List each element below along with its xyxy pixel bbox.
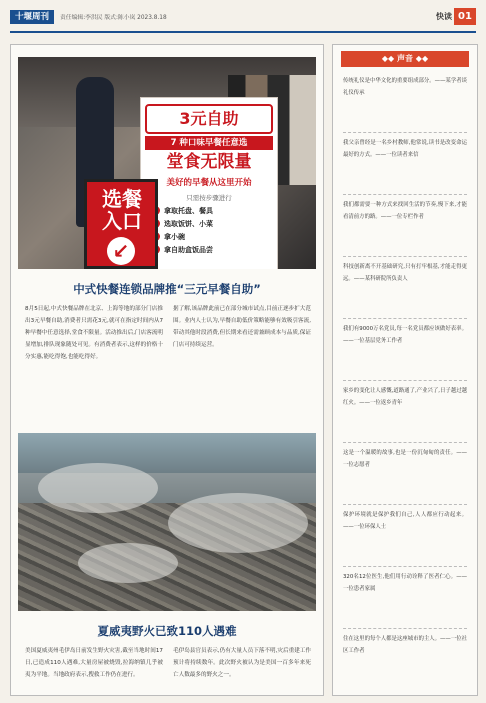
quote-item: 我们有9000万名党员,每一名党员都应该做好表率。——一位基层党务工作者	[343, 326, 467, 344]
restaurant-photo	[18, 57, 316, 269]
header-rule	[10, 31, 476, 33]
entrance-sign-text: 选餐入口	[102, 187, 142, 233]
quote-item: 传统礼仪是中华文化的重要组成部分。——某学者谈礼仪传承	[343, 78, 467, 96]
quote-divider	[343, 194, 467, 195]
promo-sign	[140, 97, 278, 269]
sign-big-text: 堂食无限量	[166, 152, 252, 172]
sign-sub-text: 7 种口味早餐任意选	[145, 136, 273, 150]
quote-item: 住在这里的每个人都是这座城市的主人。——一位社区工作者	[343, 636, 467, 654]
sign-step: 拿小碗	[151, 230, 271, 243]
smoke-cloud	[168, 493, 308, 553]
quote-divider	[343, 256, 467, 257]
article1-body-col2: 据了解,该品牌此前已在部分城市试点,目前正逐步扩大范围。业内人士认为,早餐自助低价策略能够有效吸引客流,带动其他时段消费,但长期来看还需兼顾成本与品质,保证门店可持续运营。	[173, 306, 311, 348]
smoke-cloud	[78, 543, 178, 583]
quote-divider	[343, 442, 467, 443]
quote-divider	[343, 318, 467, 319]
quote-divider	[343, 628, 467, 629]
quote-item: 320名12位医生,他们用行动诠释了医者仁心。——一位患者家属	[343, 574, 467, 592]
quote-item: 家乡的变化让人感慨,道路通了,产业兴了,日子越过越红火。——一位返乡青年	[343, 388, 467, 406]
masthead-logo: 十堰周刊	[10, 10, 54, 24]
main-column	[10, 44, 324, 696]
wildfire-aerial-photo	[18, 433, 316, 611]
quote-divider	[343, 504, 467, 505]
quote-item: 我父亲曾经是一名乡村教师,他常说,读书是改变命运最好的方式。——一位读者来信	[343, 140, 467, 158]
sign-small-text: 只需按步骤进行	[186, 194, 232, 202]
sidebar-column	[332, 44, 478, 696]
article1-body-col1: 8月5日起,中式快餐品牌在北京、上海等地的部分门店推出3元早餐自助,消费者只需花3元,就可在指定时间内从7种早餐中任意选择,堂食不限量。活动推出后,门店客流明显增加,排队现象随处可见。有消费者表示,这样的价格十分实惠,能吃得饱,也能吃得好。	[25, 306, 163, 360]
quote-item: 我们都需要一种方式来找回生活的节奏,慢下来,才能看清前方的路。——一位专栏作者	[343, 202, 467, 220]
sign-step: 选取饭饼、小菜	[151, 217, 271, 230]
quote-item: 这是一个温暖的故事,也是一份沉甸甸的责任。——一位志愿者	[343, 450, 467, 468]
sign-step: 拿取托盘、餐具	[151, 204, 271, 217]
sign-main-text: 3元自助	[145, 104, 273, 134]
article2-title: 夏威夷野火已致110人遇难	[97, 624, 237, 638]
article1-title: 中式快餐连锁品牌推“三元早餐自助”	[73, 282, 261, 296]
sign-line-text: 美好的早餐从这里开始	[166, 178, 252, 188]
arrow-icon: ↙	[107, 237, 135, 265]
quote-divider	[343, 132, 467, 133]
editor-credits: 责任编辑:李洪民 版式:陈小岚 2023.8.18	[60, 15, 167, 21]
sign-step: 拿自助盒饭品尝	[151, 243, 271, 256]
quote-divider	[343, 566, 467, 567]
quote-item: 科技创新离不开基础研究,只有打牢根基,才能走得更远。——某科研院所负责人	[343, 264, 467, 282]
section-name: 快读	[436, 12, 452, 21]
sign-steps	[151, 204, 271, 256]
sidebar-heading: ◆◆ 声音 ◆◆	[341, 51, 469, 67]
quote-divider	[343, 380, 467, 381]
quote-item: 保护环境就是保护我们自己,人人都应行动起来。——一位环保人士	[343, 512, 467, 530]
entrance-sign	[84, 179, 158, 269]
article2-body-col1: 美国夏威夷州毛伊岛日前发生野火灾害,截至当地时间17日,已造成110人遇难,大量房屋被烧毁,拉海纳镇几乎被夷为平地。当地政府表示,搜救工作仍在进行。	[25, 648, 163, 678]
article2-body-col2: 毛伊岛县官员表示,仍有大量人员下落不明,灾后重建工作预计将持续数年。此次野火被认为是美国一百多年来死亡人数最多的野火之一。	[173, 648, 311, 678]
smoke-cloud	[38, 463, 158, 513]
page-number: 01	[454, 8, 476, 25]
page-header	[0, 0, 486, 36]
